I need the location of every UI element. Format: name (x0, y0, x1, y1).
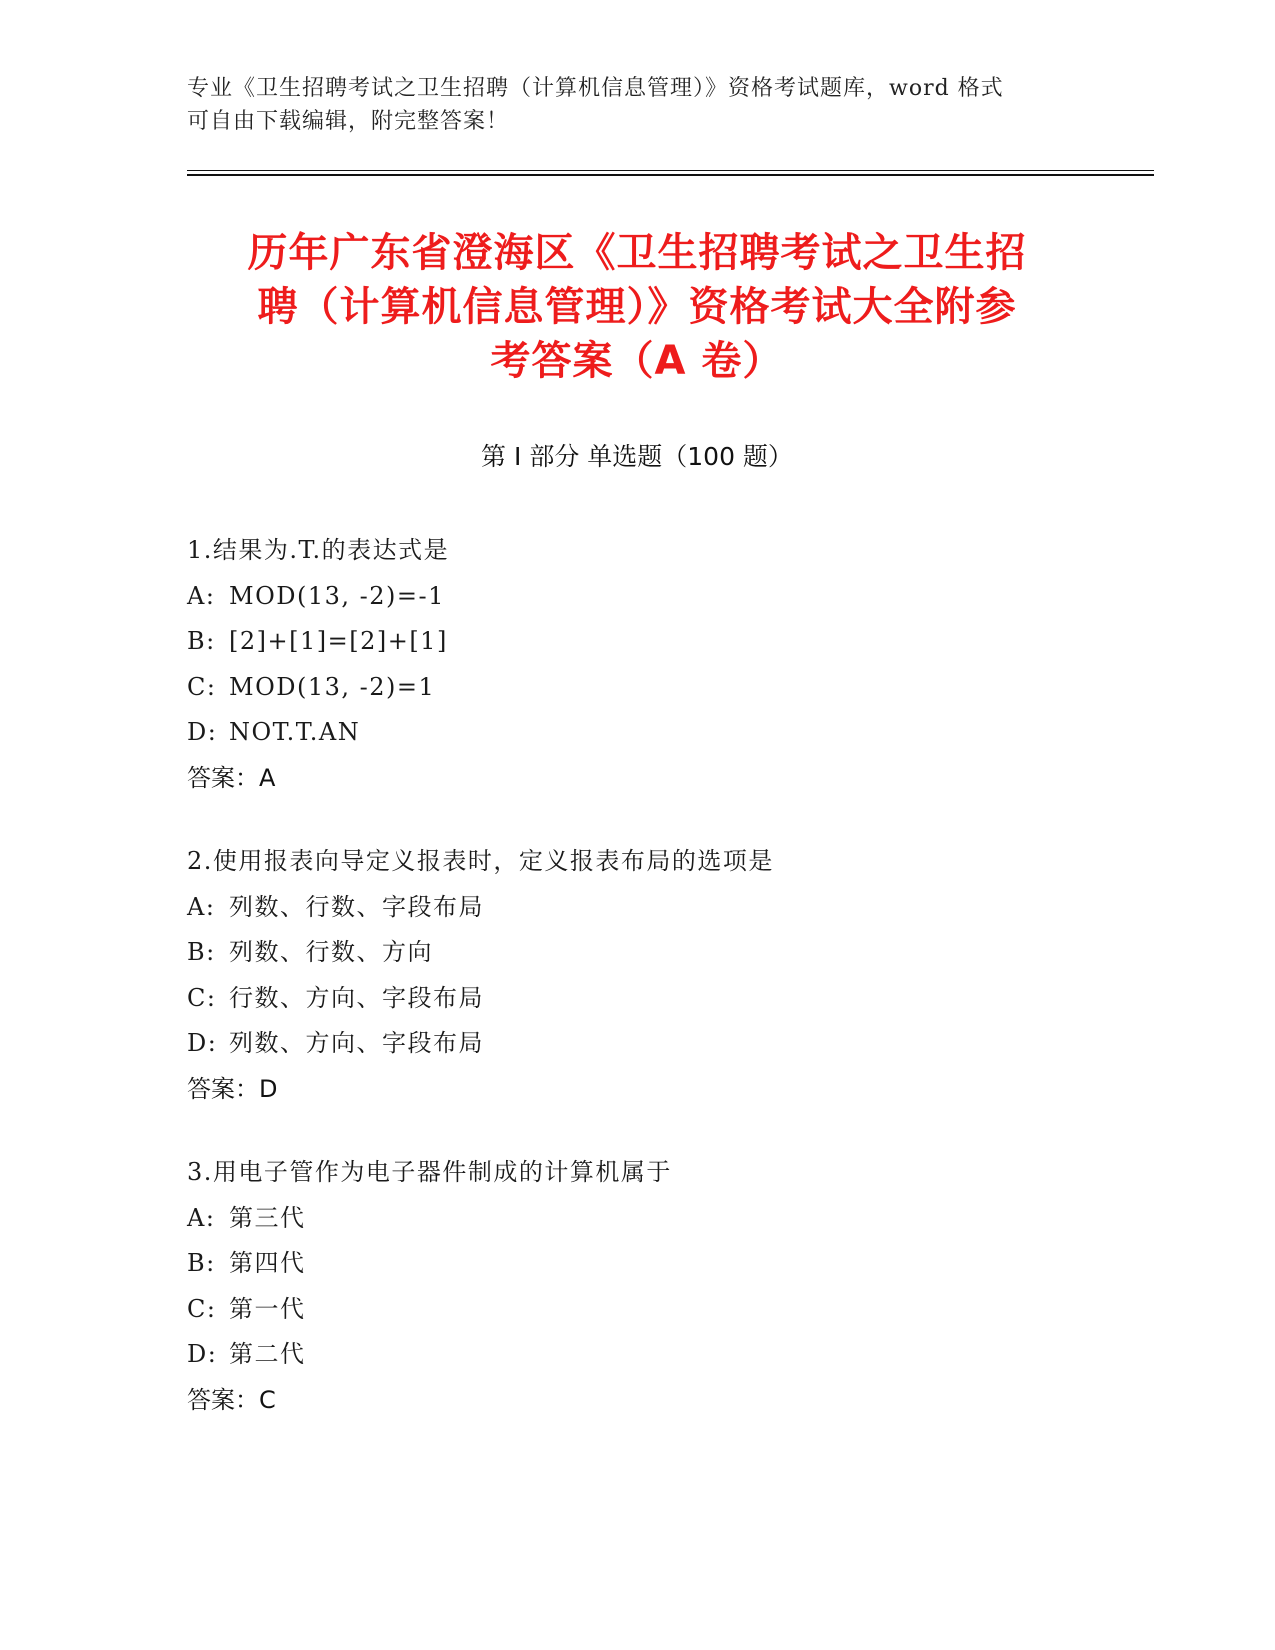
question-1 (187, 528, 1087, 801)
option-label: C: (187, 672, 217, 701)
answer: 答案：A (187, 763, 276, 792)
option-a (187, 885, 1087, 931)
option-label: C: (187, 983, 217, 1012)
question-list (187, 528, 1087, 1461)
option-label: D: (187, 1340, 218, 1368)
header-note-line-1: 专业《卫生招聘考试之卫生招聘（计算机信息管理）》资格考试题库，word 格式 (187, 76, 1004, 101)
option-a (187, 574, 1087, 620)
option-b (187, 930, 1087, 976)
answer: 答案：D (187, 1074, 278, 1103)
question-3 (187, 1150, 1087, 1423)
question-stem: 1.结果为.T.的表达式是 (187, 536, 450, 564)
option-c (187, 1287, 1087, 1333)
option-label: B: (187, 627, 216, 655)
option-text: 列数、行数、字段布局 (229, 892, 484, 921)
question-2 (187, 839, 1087, 1112)
option-c (187, 665, 1087, 711)
option-text: 第三代 (229, 1203, 306, 1232)
header-divider-thin (187, 170, 1154, 171)
option-a (187, 1196, 1087, 1242)
option-label: D: (187, 718, 218, 746)
option-d (187, 1332, 1087, 1378)
option-label: A: (187, 1203, 216, 1232)
header-note (187, 72, 1067, 138)
option-text: NOT.T.AN (229, 718, 361, 746)
option-text: 列数、方向、字段布局 (229, 1029, 484, 1057)
option-b (187, 619, 1087, 665)
title-line-3: 考答案（A 卷） (490, 338, 784, 384)
option-b (187, 1241, 1087, 1287)
option-c (187, 976, 1087, 1022)
option-text: MOD(13, -2)=1 (229, 672, 436, 701)
section-heading: 第 I 部分 单选题（100 题） (481, 442, 793, 471)
option-text: MOD(13, -2)=-1 (229, 581, 445, 610)
option-label: B: (187, 938, 216, 966)
question-stem: 2.使用报表向导定义报表时，定义报表布局的选项是 (187, 847, 774, 875)
option-text: 列数、行数、方向 (229, 938, 433, 966)
option-label: A: (187, 892, 216, 921)
question-stem: 3.用电子管作为电子器件制成的计算机属于 (187, 1158, 672, 1186)
option-label: C: (187, 1294, 217, 1323)
option-label: B: (187, 1249, 216, 1277)
title-line-1: 历年广东省澄海区《卫生招聘考试之卫生招 (247, 230, 1027, 276)
option-text: 第一代 (229, 1294, 306, 1323)
option-label: A: (187, 581, 216, 610)
option-d (187, 1021, 1087, 1067)
header-note-line-2: 可自由下载编辑，附完整答案！ (187, 109, 510, 134)
title-line-2: 聘（计算机信息管理）》资格考试大全附参 (257, 284, 1017, 330)
option-d (187, 710, 1087, 756)
answer: 答案：C (187, 1385, 276, 1414)
option-text: [2]+[1]=[2]+[1] (229, 627, 448, 655)
option-text: 第四代 (229, 1249, 306, 1277)
option-text: 第二代 (229, 1340, 306, 1368)
option-label: D: (187, 1029, 218, 1057)
document-title (187, 226, 1087, 388)
header-divider-thick (187, 174, 1154, 176)
option-text: 行数、方向、字段布局 (229, 983, 484, 1012)
